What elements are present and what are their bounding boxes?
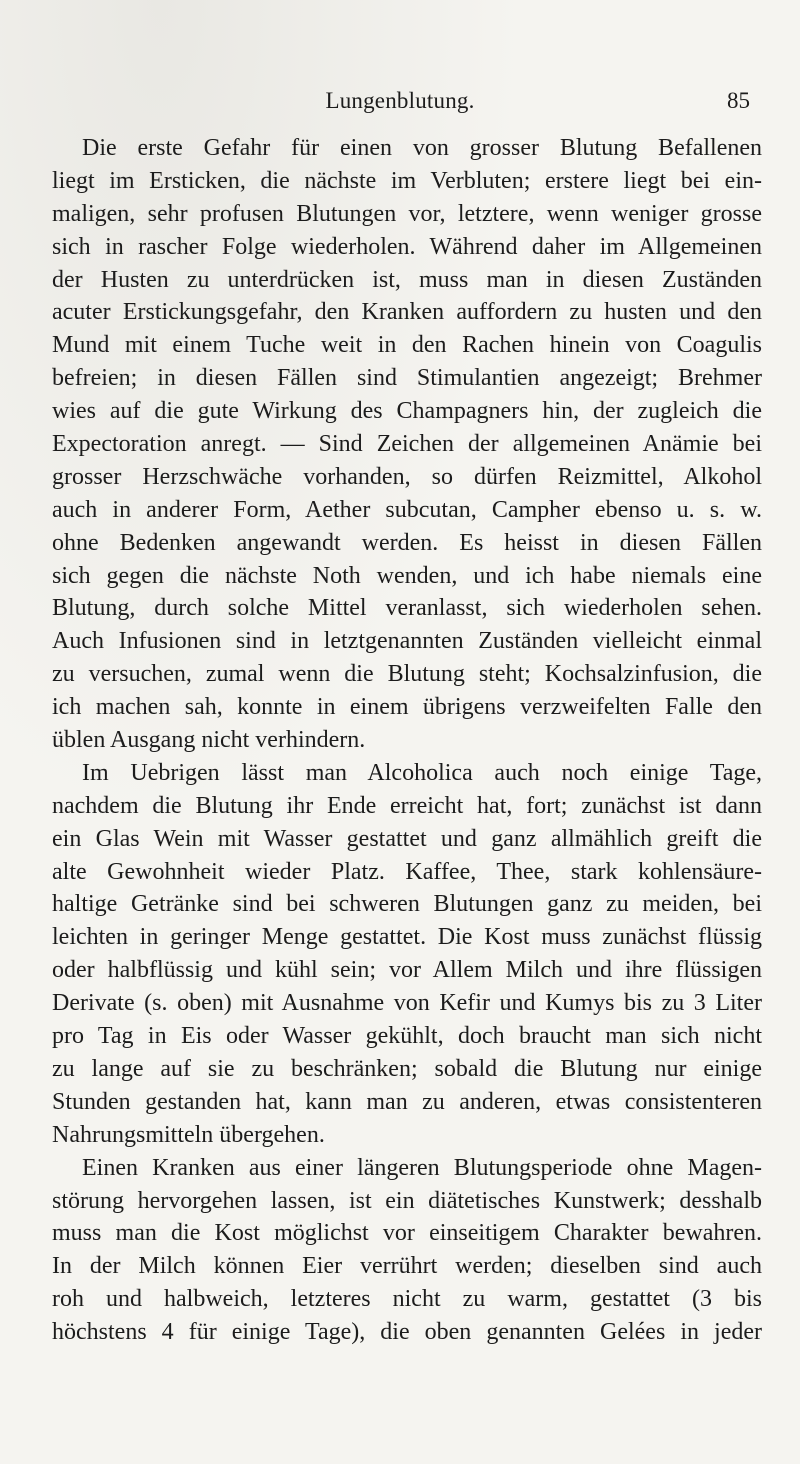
text-line: Derivate (s. oben) mit Ausnahme von Kefir und Kumys bis zu 3 Liter [52,990,762,1017]
text-line: befreien; in diesen Fällen sind Stimulantien angezeigt; Brehmer [52,365,762,392]
text-line: nachdem die Blutung ihr Ende erreicht hat, fort; zunächst ist dann [52,792,762,819]
text-line: Blutung, durch solche Mittel veranlasst, sich wiederholen sehen. [52,595,762,622]
text-line: grosser Herzschwäche vorhanden, so dürfen Reizmittel, Alkohol [52,463,762,490]
text-line: wies auf die gute Wirkung des Champagners hin, der zugleich die [52,398,762,425]
text-line: der Husten zu unterdrücken ist, muss man in diesen Zuständen [52,266,762,293]
text-line: höchstens 4 für einige Tage), die oben genannten Gelées in jeder [52,1319,762,1346]
text-line: üblen Ausgang nicht verhindern. [52,727,366,754]
text-line: Die erste Gefahr für einen von grosser Blutung Befallenen [82,135,762,161]
text-line: Einen Kranken aus einer längeren Blutungsperiode ohne Magen- [82,1154,762,1181]
text-line: ohne Bedenken angewandt werden. Es heisst in diesen Fällen [52,529,762,556]
page-number: 85 [727,88,750,113]
text-line: muss man die Kost möglichst vor einseitigem Charakter bewahren. [52,1220,762,1247]
text-line: Auch Infusionen sind in letztgenannten Zuständen vielleicht einmal [52,628,762,655]
page-header [0,88,800,120]
text-line: Mund mit einem Tuche weit in den Rachen hinein von Coagulis [52,332,762,359]
text-line: Im Uebrigen lässt man Alcoholica auch noch einige Tage, [82,759,762,786]
text-line: ein Glas Wein mit Wasser gestattet und ganz allmählich greift die [52,825,762,852]
text-line: ich machen sah, konnte in einem übrigens verzweifelten Falle den [52,694,762,721]
text-line: zu versuchen, zumal wenn die Blutung steht; Kochsalzinfusion, die [52,661,762,688]
text-line: pro Tag in Eis oder Wasser gekühlt, doch braucht man sich nicht [52,1023,762,1050]
text-line: acuter Erstickungsgefahr, den Kranken auffordern zu husten und den [52,299,762,326]
text-line: sich gegen die nächste Noth wenden, und ich habe niemals eine [52,562,762,589]
text-line: leichten in geringer Menge gestattet. Die Kost muss zunächst flüssig [52,924,762,951]
text-line: auch in anderer Form, Aether subcutan, Campher ebenso u. s. w. [52,496,762,523]
text-line: maligen, sehr profusen Blutungen vor, letztere, wenn weniger grosse [52,200,762,227]
text-line: roh und halbweich, letzteres nicht zu warm, gestattet (3 bis [52,1286,762,1313]
text-line: haltige Getränke sind bei schweren Blutungen ganz zu meiden, bei [52,891,762,918]
text-line: oder halbflüssig und kühl sein; vor Allem Milch und ihre flüssigen [52,957,762,984]
text-line: In der Milch können Eier verrührt werden; dieselben sind auch [52,1253,762,1280]
text-line: störung hervorgehen lassen, ist ein diätetisches Kunstwerk; desshalb [52,1187,762,1214]
text-line: sich in rascher Folge wiederholen. Während daher im Allgemeinen [52,233,762,260]
text-line: zu lange auf sie zu beschränken; sobald die Blutung nur einige [52,1055,762,1082]
text-line: liegt im Ersticken, die nächste im Verbluten; erstere liegt bei ein- [52,167,762,194]
text-line: alte Gewohnheit wieder Platz. Kaffee, Thee, stark kohlensäure- [52,858,762,885]
text-line: Stunden gestanden hat, kann man zu anderen, etwas consistenteren [52,1088,762,1115]
text-line: Nahrungsmitteln übergehen. [52,1121,325,1148]
text-line: Expectoration anregt. — Sind Zeichen der allgemeinen Anämie bei [52,431,762,458]
body-text [52,132,762,1349]
running-title: Lungenblutung. [325,88,475,113]
